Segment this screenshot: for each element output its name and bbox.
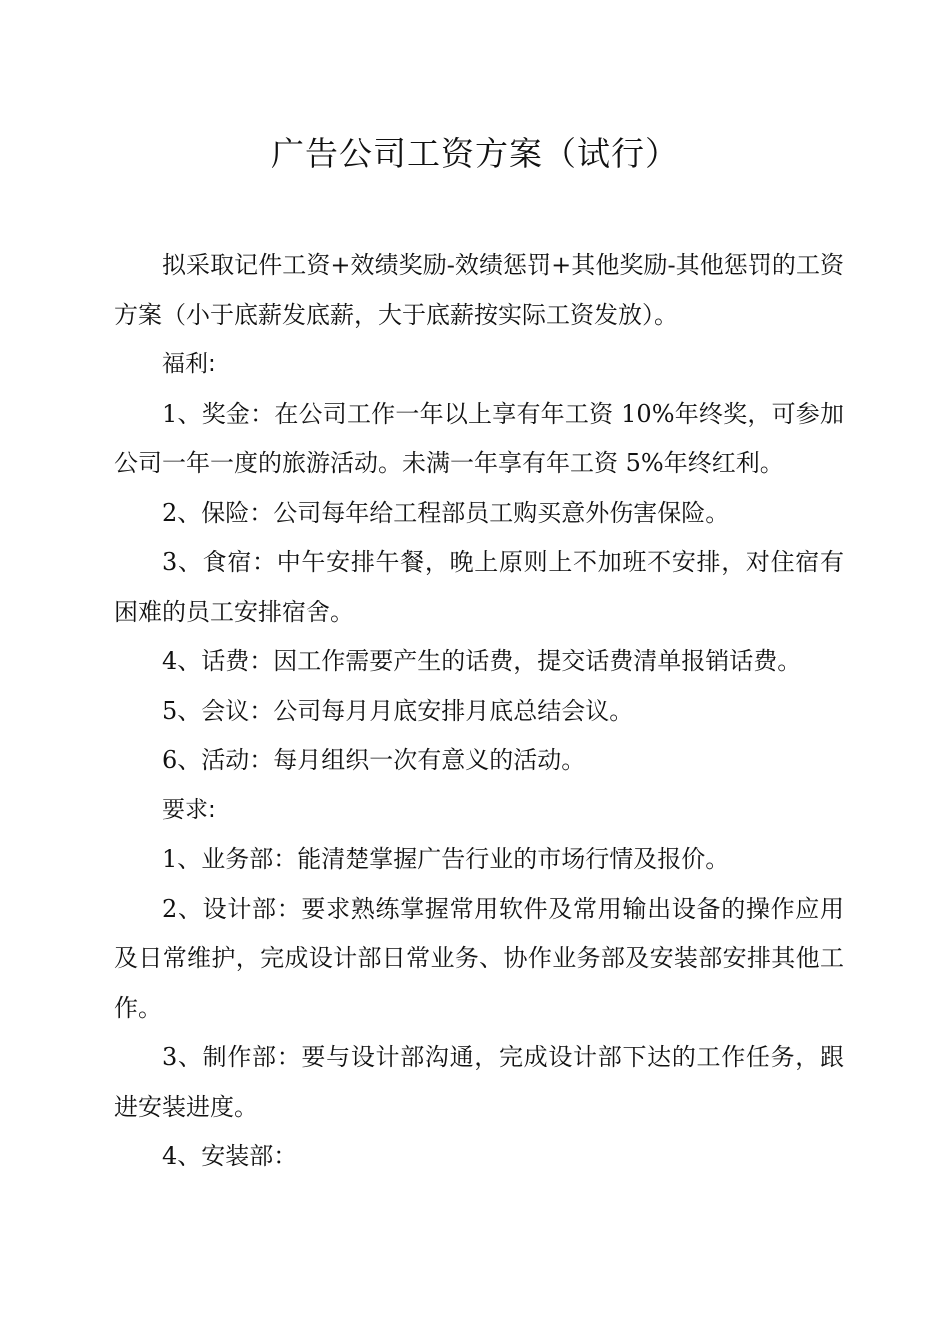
benefit-item-meeting: 5、会议：公司每月月底安排月底总结会议。: [162, 696, 634, 725]
benefit-item-bonus: 1、奖金：在公司工作一年以上享有年工资 10%年终奖，可参加公司一年一度的旅游活动。未满一年享有年工资 5%年终红利。: [114, 399, 844, 477]
requirement-item-installation: 4、安装部：: [162, 1142, 298, 1170]
benefit-item-activity: 6、活动：每月组织一次有意义的活动。: [162, 746, 586, 774]
requirements-heading: 要求:: [162, 796, 216, 823]
benefit-item-insurance: 2、保险：公司每年给工程部员工购买意外伤害保险。: [162, 498, 730, 527]
requirement-item-design: 2、设计部：要求熟练掌握常用软件及常用输出设备的操作应用及日常维护，完成设计部日常业务、协作业务部及安装部安排其他工作。: [114, 894, 844, 1022]
document-title: 广告公司工资方案（试行）: [271, 134, 679, 173]
intro-paragraph: 拟采取记件工资+效绩奖励-效绩惩罚+其他奖励-其他惩罚的工资方案（小于底薪发底薪，大于底薪按实际工资发放）。: [114, 251, 844, 329]
document-body: [114, 241, 844, 1182]
requirement-item-production: 3、制作部：要与设计部沟通，完成设计部下达的工作任务，跟进安装进度。: [114, 1043, 844, 1121]
benefits-heading: 福利:: [162, 351, 216, 377]
benefit-item-phone: 4、话费：因工作需要产生的话费，提交话费清单报销话费。: [162, 647, 802, 675]
requirement-item-business: 1、业务部：能清楚掌握广告行业的市场行情及报价。: [162, 845, 730, 873]
benefit-item-meals-lodging: 3、食宿：中午安排午餐，晚上原则上不加班不安排，对住宿有困难的员工安排宿舍。: [114, 548, 844, 626]
